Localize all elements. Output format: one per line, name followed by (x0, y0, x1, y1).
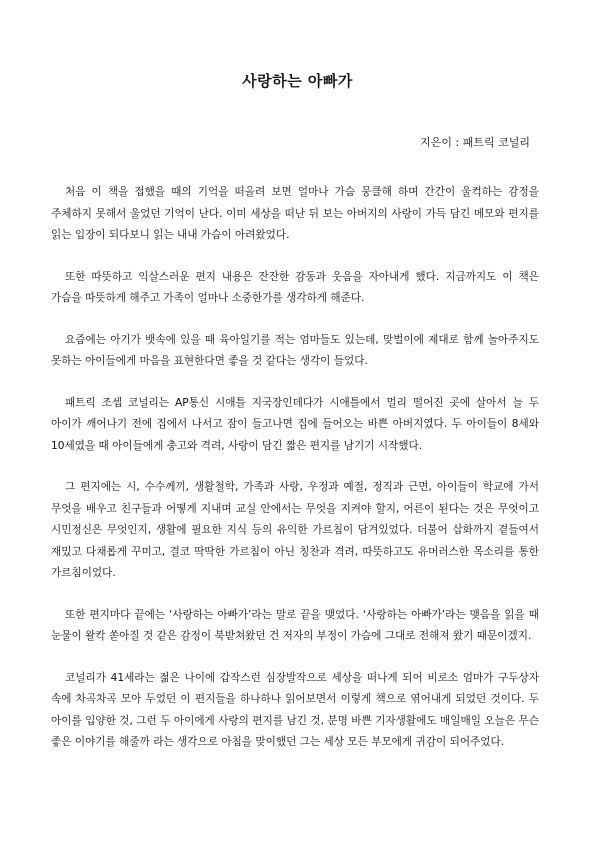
paragraph: 요즘에는 아기가 뱃속에 있을 때 육아일기를 적는 엄마들도 있는데, 맞벌이에 제대로 함께 놀아주지도 못하는 아이들에게 마음을 표현한다면 좋을 것 같다는 생각이 들었다. (51, 333, 539, 367)
paragraph: 처음 이 책을 접했을 때의 기억을 떠올려 보면 얼마나 가슴 뭉클해 하며 간간이 울컥하는 감정을 주체하지 못해서 울었던 기억이 난다. 이미 세상을 떠난 뒤 보는 아버지의 사랑이 가득 담긴 메모와 편지를 읽는 입장이 되다보니 읽는 내내 가슴이 아려왔었다. (51, 186, 539, 241)
paragraph: 또한 따뜻하고 익살스러운 편지 내용은 잔잔한 감동과 웃음을 자아내게 했다. 지금까지도 이 책은 가슴을 따뜻하게 해주고 가족이 얼마나 소중한가를 생각하게 해준다. (51, 270, 539, 304)
paragraph: 그 편지에는 시, 수수께끼, 생활철학, 가족과 사랑, 우정과 예절, 정직과 근면, 아이들이 학교에 가서 무엇을 배우고 친구들과 어떻게 지내며 교실 안에서는 무엇을 지켜야 할지, 어른이 된다는 것은 무엇이고 시민정신은 무엇인지, 생활에 필요한 지식 등의 유익한 가르침이 담겨있었다. 더불어 삽화까지 곁들여서 재밌고 다채롭게 꾸미고, 결코 딱딱한 가르침이 아닌 칭찬과 격려, 따뜻하고도 유머러스한 목소리를 통한 가르침이었다. (51, 481, 539, 579)
page-title: 사랑하는 아빠가 (242, 72, 353, 90)
paragraph: 코널리가 41세라는 젊은 나이에 갑작스런 심장발작으로 세상을 떠나게 되어 비로소 엄마가 구두상자 속에 차곡차곡 모아 두었던 이 편지들을 하나하나 읽어보면서 이렇게 책으로 엮어내게 되었던 것이다. 두 아이를 입양한 것, 그런 두 아이에게 사랑의 편지를 남긴 것, 분명 바쁜 기자생활에도 매일매일 오늘은 무슨 좋은 이야기를 해줄까 라는 생각으로 아침을 맞이했던 그는 세상 모든 부모에게 귀감이 되어주었다. (51, 671, 539, 748)
paragraph: 또한 편지마다 끝에는 ‘사랑하는 아빠가’라는 말로 끝을 맺었다. ‘사랑하는 아빠가’라는 맺음을 읽을 때 눈물이 왈칵 쏟아질 것 같은 감정이 북받쳐왔던 건 저자의 부정이 가슴에 그대로 전해져 왔기 때문이겠지. (51, 608, 539, 642)
document-body (51, 182, 539, 774)
author-line: 지은이 : 패트릭 코널리 (420, 136, 530, 149)
paragraph: 패트릭 조셉 코널리는 AP통신 시애틀 지국장인데다가 시애틀에서 멀리 떨어진 곳에 살아서 늘 두 아이가 깨어나기 전에 집에서 나서고 잠이 들고나면 집에 들어오는 바쁜 아버지였다. 두 아이들이 8세와 10세였을 때 아이들에게 충고와 격려, 사랑이 담긴 짧은 편지를 남기기 시작했다. (51, 396, 539, 452)
